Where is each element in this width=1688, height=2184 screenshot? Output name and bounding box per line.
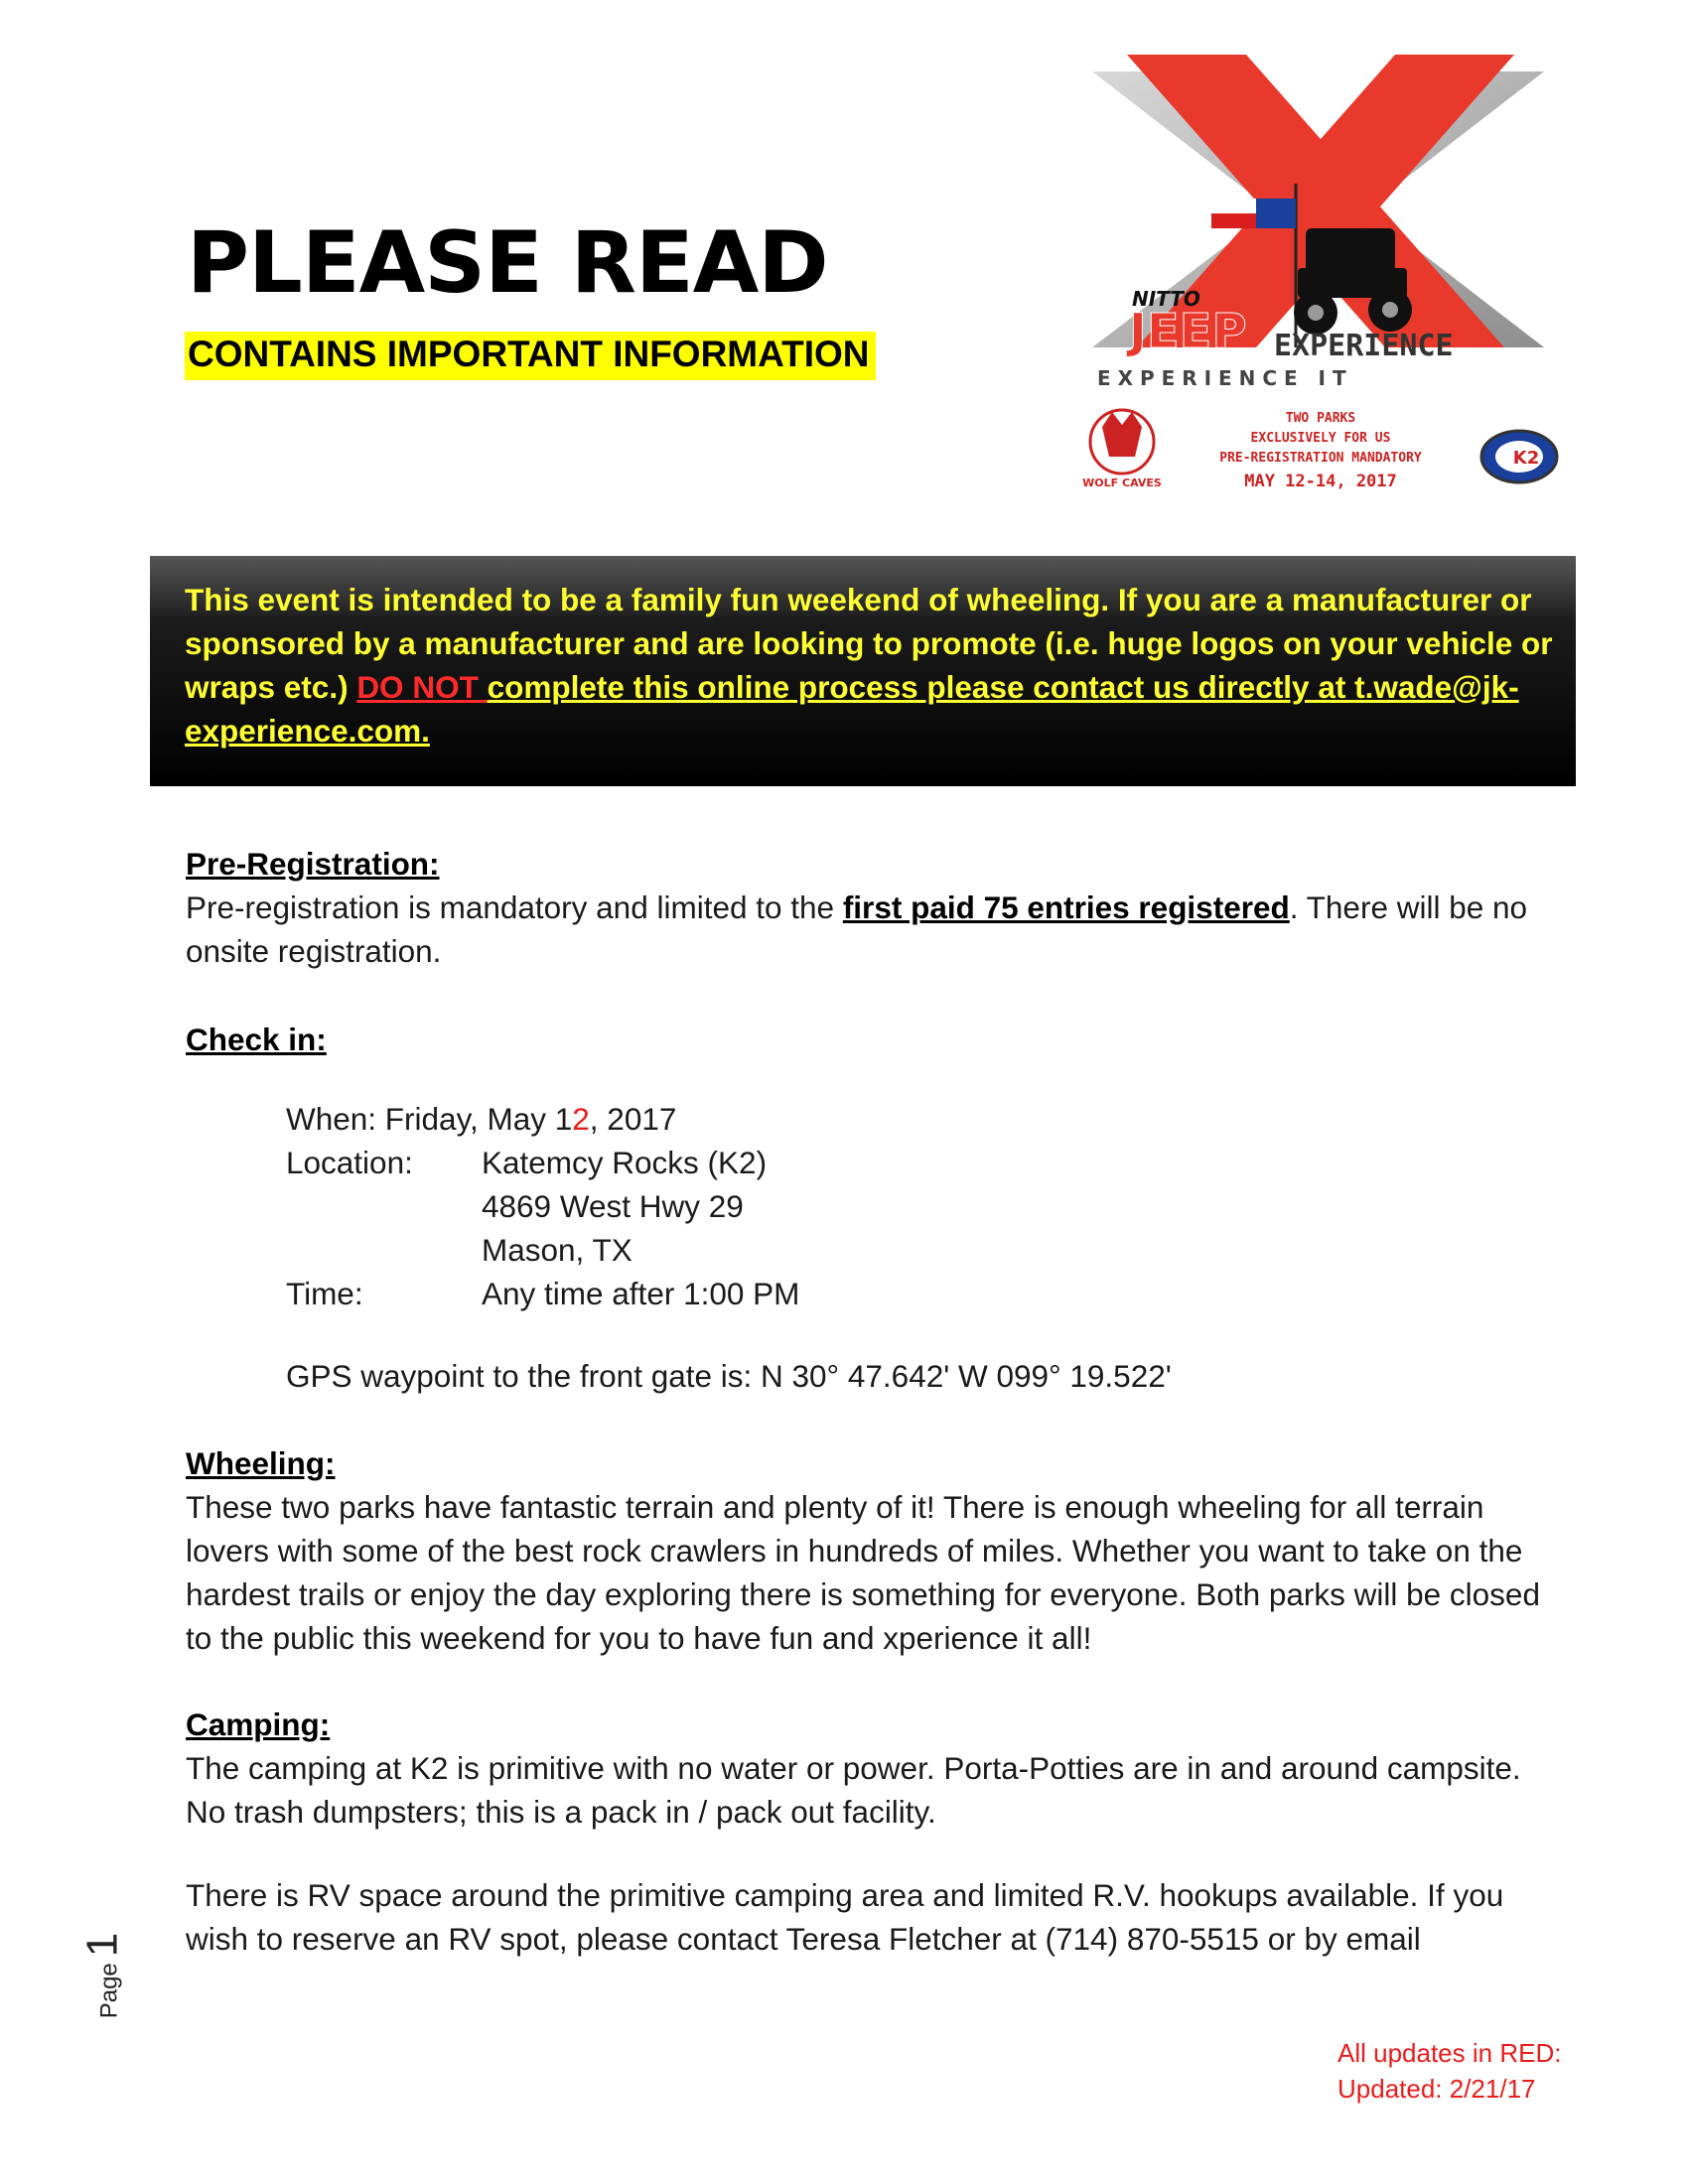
check-in-time-label: Time: xyxy=(286,1276,363,1311)
camping-text-1: The camping at K2 is primitive with no water or power. Porta-Potties are in and around campsite. No trash dumpsters; this is a pack in / pack out facility. xyxy=(186,1750,1521,1830)
page-number: Page1 xyxy=(77,1932,127,2019)
gps-waypoint: GPS waypoint to the front gate is: N 30° 47.642' W 099° 19.522' xyxy=(286,1358,1172,1394)
warning-banner xyxy=(150,556,1576,786)
jeep-experience-logo xyxy=(1077,50,1559,506)
wolf-caves-logo xyxy=(1082,410,1162,489)
pre-registration-emphasis: first paid 75 entries registered xyxy=(842,889,1290,925)
banner-text xyxy=(185,578,1560,752)
k2-logo xyxy=(1481,431,1557,482)
updated-date: Updated: 2/21/17 xyxy=(1337,2074,1536,2104)
check-in-location-line: Mason, TX xyxy=(482,1232,633,1268)
banner-do-not: DO NOT xyxy=(356,669,488,705)
camping-text-2: There is RV space around the primitive camping area and limited R.V. hookups available. If you wish to reserve an RV spot, please contact Teresa Fletcher at (714) 870-5515 or by email xyxy=(186,1877,1504,1957)
svg-text:TWO PARKS: TWO PARKS xyxy=(1285,411,1356,426)
updated-day: 2 xyxy=(572,1101,590,1137)
svg-text:E X P E R I E N C E I T: E X P E R I E N C E I T xyxy=(1097,366,1346,390)
svg-text:WOLF CAVES: WOLF CAVES xyxy=(1082,477,1162,489)
banner-contact-link[interactable]: complete this online process please contact us directly at t.wade@jk-experience.com. xyxy=(185,669,1519,749)
check-in-location-line: Katemcy Rocks (K2) xyxy=(482,1145,768,1180)
svg-text:EXCLUSIVELY FOR US: EXCLUSIVELY FOR US xyxy=(1250,431,1391,446)
svg-text:K2: K2 xyxy=(1512,448,1540,469)
texas-flag-icon xyxy=(1256,199,1296,228)
jeep-icon xyxy=(1294,228,1412,335)
updates-line: All updates in RED: xyxy=(1337,2038,1562,2068)
svg-text:NITTO: NITTO xyxy=(1132,287,1200,311)
updates-note xyxy=(1337,2035,1561,2107)
check-in-location-line: 4869 West Hwy 29 xyxy=(482,1188,744,1224)
svg-text:PRE-REGISTRATION MANDATORY: PRE-REGISTRATION MANDATORY xyxy=(1219,451,1422,466)
check-in-location-label: Location: xyxy=(286,1145,413,1180)
wheeling-section xyxy=(186,1441,1566,1660)
pre-registration-section xyxy=(186,842,1566,973)
camping-section xyxy=(186,1703,1566,1961)
wheeling-heading: Wheeling: xyxy=(186,1445,336,1481)
page-subtitle: CONTAINS IMPORTANT INFORMATION xyxy=(185,332,876,380)
svg-text:MAY 12-14, 2017: MAY 12-14, 2017 xyxy=(1244,472,1397,491)
svg-text:JEEP: JEEP xyxy=(1129,304,1247,359)
svg-text:EXPERIENCE: EXPERIENCE xyxy=(1274,329,1454,363)
check-in-time-value: Any time after 1:00 PM xyxy=(482,1276,800,1311)
camping-heading: Camping: xyxy=(186,1706,331,1742)
banner-text-part1: This event is intended to be a family fun weekend of wheeling. If you are a manufacturer or sponsored by a manufacturer and are looking to promote (i.e. huge logos on your vehicle or wraps etc.) xyxy=(185,582,1553,705)
wheeling-text: These two parks have fantastic terrain and plenty of it! There is enough wheeling for all terrain lovers with some of the best rock crawlers in hundreds of miles. Whether you want to take on the hardest trails or enjoy the day exploring there is something for everyone. Both parks will be closed to the public this weekend for you to have fun and xperience it all! xyxy=(186,1489,1540,1656)
page-title: PLEASE READ xyxy=(187,213,828,313)
pre-registration-text: Pre-registration is mandatory and limited to the first paid 75 entries registered. There will be no onsite registration. xyxy=(186,889,1528,969)
check-in-heading: Check in: xyxy=(186,1022,327,1057)
check-in-when: When: Friday, May 12, 2017 xyxy=(286,1101,677,1137)
pre-registration-heading: Pre-Registration: xyxy=(186,846,440,882)
